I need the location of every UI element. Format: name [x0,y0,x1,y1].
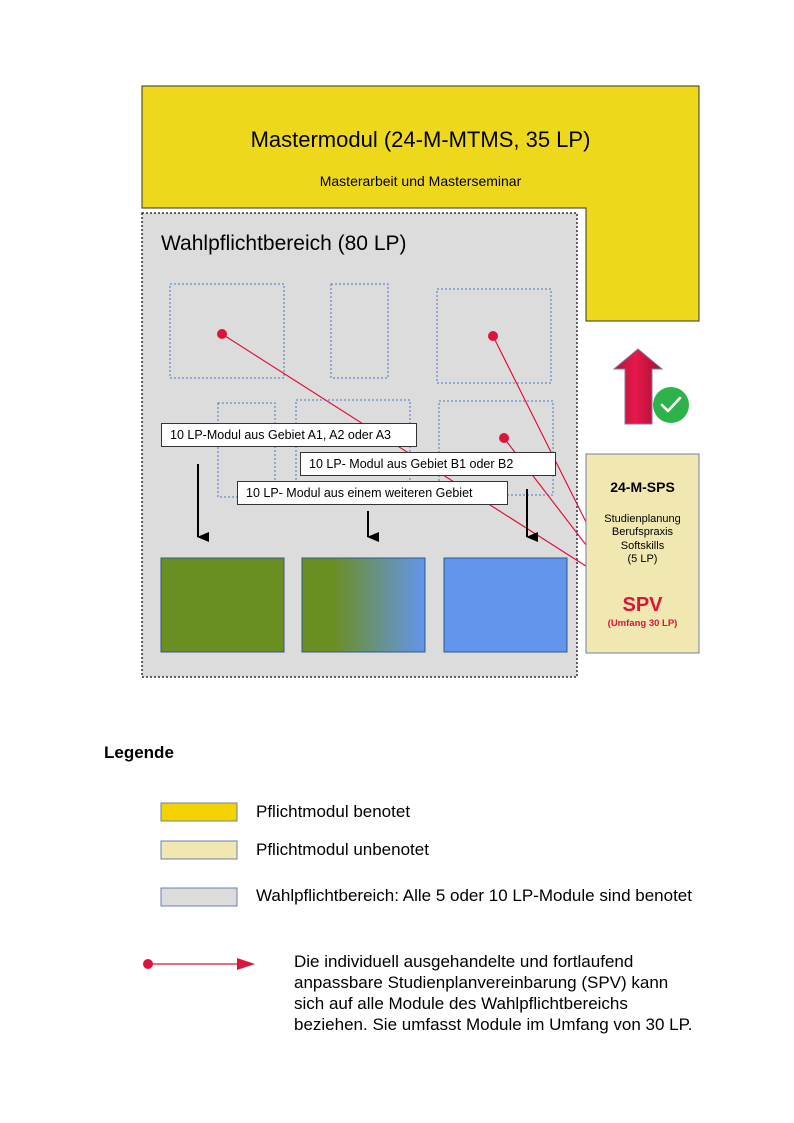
elective-title: Wahlpflichtbereich (80 LP) [161,232,407,255]
spv-label: SPV [622,594,663,616]
spv-desc-line-3: sich auf alle Module des Wahlpflichtbereichs [294,994,628,1013]
legend-swatch-grey [161,888,237,906]
legend-item-2: Pflichtmodul unbenotet [256,840,429,859]
gradient-module-box [302,558,425,652]
legend-swatch-yellow [161,803,237,821]
sps-line-3: Softskills [620,540,665,552]
sps-line-1: Studienplanung [604,513,681,525]
label-area-b: 10 LP- Modul aus Gebiet B1 oder B2 [300,452,556,476]
legend-spv-arrow-icon [143,958,255,970]
spv-dot-3 [499,433,509,443]
check-icon [653,387,689,423]
legend-item-1: Pflichtmodul benotet [256,802,411,821]
blue-module-box [444,558,567,652]
spv-desc-line-1: Die individuell ausgehandelte und fortlaufend [294,952,634,971]
master-subtitle: Masterarbeit und Masterseminar [319,173,522,189]
legend-item-3: Wahlpflichtbereich: Alle 5 oder 10 LP-Module sind benotet [256,886,692,905]
green-module-box [161,558,284,652]
spv-scope: (Umfang 30 LP) [607,618,678,629]
legend-swatch-paleyellow [161,841,237,859]
sps-code: 24-M-SPS [610,479,675,495]
spv-dot-1 [217,329,227,339]
spv-dot-2 [488,331,498,341]
spv-desc-line-2: anpassbare Studienplanvereinbarung (SPV) kann [294,973,669,992]
label-area-a: 10 LP-Modul aus Gebiet A1, A2 oder A3 [161,423,417,447]
legend-title: Legende [104,743,174,762]
sps-line-4: (5 LP) [627,553,658,565]
label-area-c: 10 LP- Modul aus einem weiteren Gebiet [237,481,508,505]
spv-desc-line-4: beziehen. Sie umfasst Module im Umfang von 30 LP. [294,1015,693,1034]
master-title: Mastermodul (24-M-MTMS, 35 LP) [250,127,591,152]
sps-line-2: Berufspraxis [611,526,674,538]
